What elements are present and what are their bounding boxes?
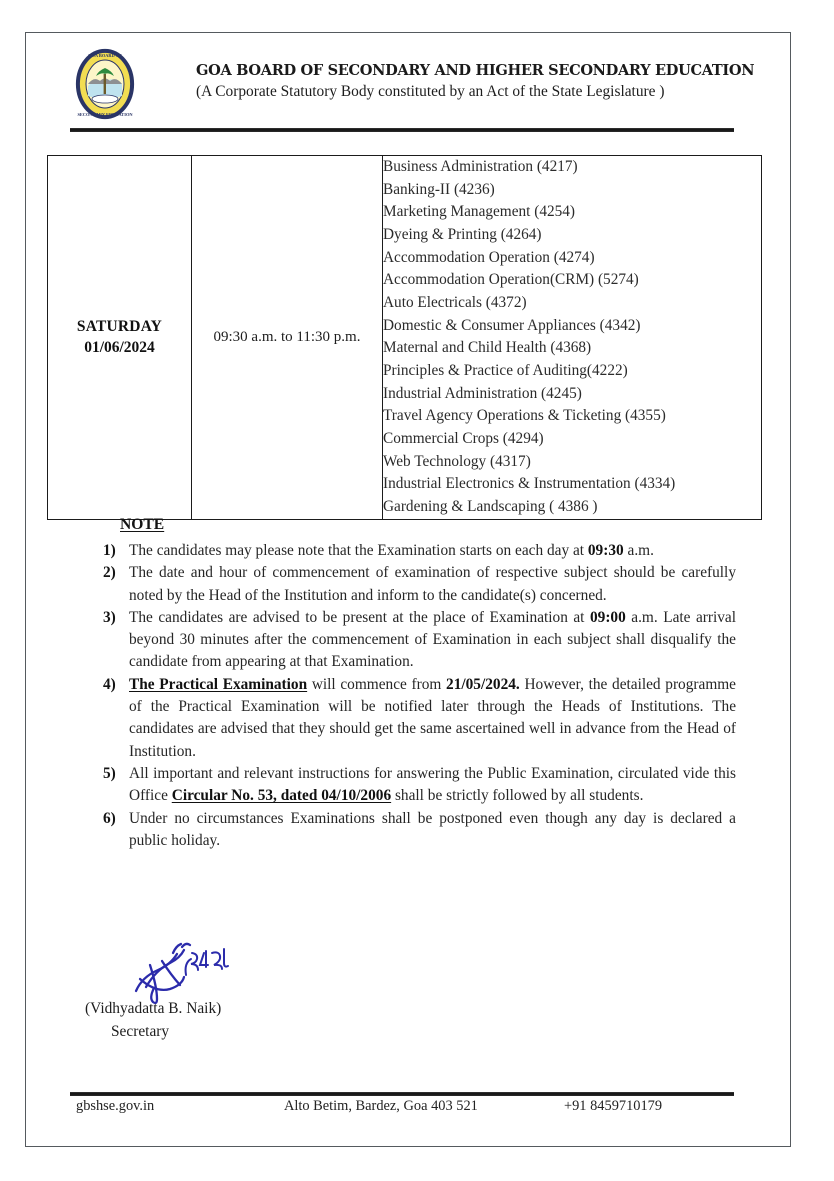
note-text-fragment: will commence from (307, 675, 447, 693)
subject-item: Web Technology (4317) (383, 452, 531, 470)
footer (70, 1098, 734, 1122)
note-text-fragment: a.m. Late arrival beyond 30 minutes after the commencement of Examination in each subject shall disqualify the candidate from appearing at that Examination. (129, 608, 737, 671)
note-item (129, 808, 736, 853)
footer-phone: +91 8459710179 (564, 1098, 663, 1114)
exam-time-slot: 09:30 a.m. to 11:30 p.m. (213, 329, 361, 346)
note-item (129, 540, 736, 562)
subject-item: Marketing Management (4254) (383, 203, 576, 221)
note-text-fragment: The date and hour of commencement of examination of respective subject should be carefully noted by the Head of the Institution and inform to the candidate(s) concerned. (129, 564, 736, 604)
note-text-fragment: Circular No. 53, dated 04/10/2006 (171, 787, 392, 805)
note-text-fragment: However, the detailed programme of the Practical Examination will be notified later through the Heads of Institutions. The candidates are advised that they should get the same ascertained well in advance from the Head of Institution. (129, 675, 736, 760)
table-row (48, 156, 762, 520)
exam-day-name: SATURDAY (76, 318, 163, 336)
note-item (129, 674, 736, 763)
signatory-name: (Vidhyadatta B. Naik) (85, 1000, 222, 1017)
timetable-body (48, 156, 762, 520)
subject-item: Auto Electricals (4372) (383, 293, 527, 311)
note-heading: NOTE (120, 516, 165, 533)
signatory-designation: Secretary (111, 1023, 170, 1040)
subject-item: Dyeing & Printing (4264) (383, 225, 542, 243)
subject-item: Commercial Crops (4294) (383, 429, 544, 447)
note-item (129, 562, 736, 607)
note-text-fragment: a.m. (623, 542, 654, 559)
note-text-fragment: The candidates are advised to be present at the place of Examination at (129, 608, 590, 626)
subject-item: Maternal and Child Health (4368) (383, 339, 592, 357)
note-text-fragment: 09:00 (589, 608, 626, 626)
svg-text:SECONDARY EDUCATION: SECONDARY EDUCATION (77, 112, 133, 117)
header-divider-rule (70, 128, 734, 132)
note-item (129, 763, 736, 808)
subject-item: Banking-II (4236) (383, 180, 495, 198)
timetable-cell-time (192, 156, 383, 520)
note-text-fragment: All important and relevant instructions for answering the Public Examination, circulated vide this Office (129, 764, 736, 805)
subject-item: Industrial Administration (4245) (383, 384, 582, 402)
subject-item: Travel Agency Operations & Ticketing (4355) (383, 407, 666, 425)
exam-day-date: 01/06/2024 (84, 339, 155, 357)
organization-subtitle: (A Corporate Statutory Body constituted by an Act of the State Legislature ) (196, 83, 665, 100)
note-text-fragment: The candidates may please note that the Examination starts on each day at (129, 542, 588, 559)
footer-address: Alto Betim, Bardez, Goa 403 521 (284, 1098, 478, 1114)
organization-title: GOA BOARD OF SECONDARY AND HIGHER SECONDARY EDUCATION (196, 61, 755, 79)
subject-list (383, 156, 761, 519)
note-text-fragment: 21/05/2024. (446, 675, 520, 693)
footer-website[interactable]: gbshse.gov.in (76, 1098, 155, 1114)
note-text-fragment: shall be strictly followed by all students. (391, 787, 644, 805)
subject-item: Business Administration (4217) (383, 158, 578, 175)
subject-item: Industrial Electronics & Instrumentation (4334) (383, 475, 676, 493)
subject-item: Gardening & Landscaping ( 4386 ) (383, 497, 598, 515)
note-text-fragment: Under no circumstances Examinations shall be postponed even though any day is declared a public holiday. (129, 809, 736, 849)
note-item-list (103, 540, 736, 852)
handwritten-signature-icon (126, 935, 246, 1007)
note-text-fragment: The Practical Examination (129, 675, 308, 693)
subject-item: Principles & Practice of Auditing(4222) (383, 361, 628, 379)
subject-item: Accommodation Operation(CRM) (5274) (383, 271, 639, 289)
note-text-fragment: 09:30 (587, 542, 624, 559)
svg-text:GOA BOARD OF: GOA BOARD OF (88, 53, 122, 58)
subject-item: Accommodation Operation (4274) (383, 248, 595, 266)
timetable-cell-subjects (383, 156, 762, 520)
subject-item: Domestic & Consumer Appliances (4342) (383, 316, 641, 334)
goa-board-seal-icon (74, 46, 136, 122)
header-titles (196, 60, 755, 103)
footer-divider-rule (70, 1092, 734, 1096)
note-item (129, 607, 736, 674)
exam-timetable (47, 155, 762, 520)
timetable-cell-day (48, 156, 192, 520)
